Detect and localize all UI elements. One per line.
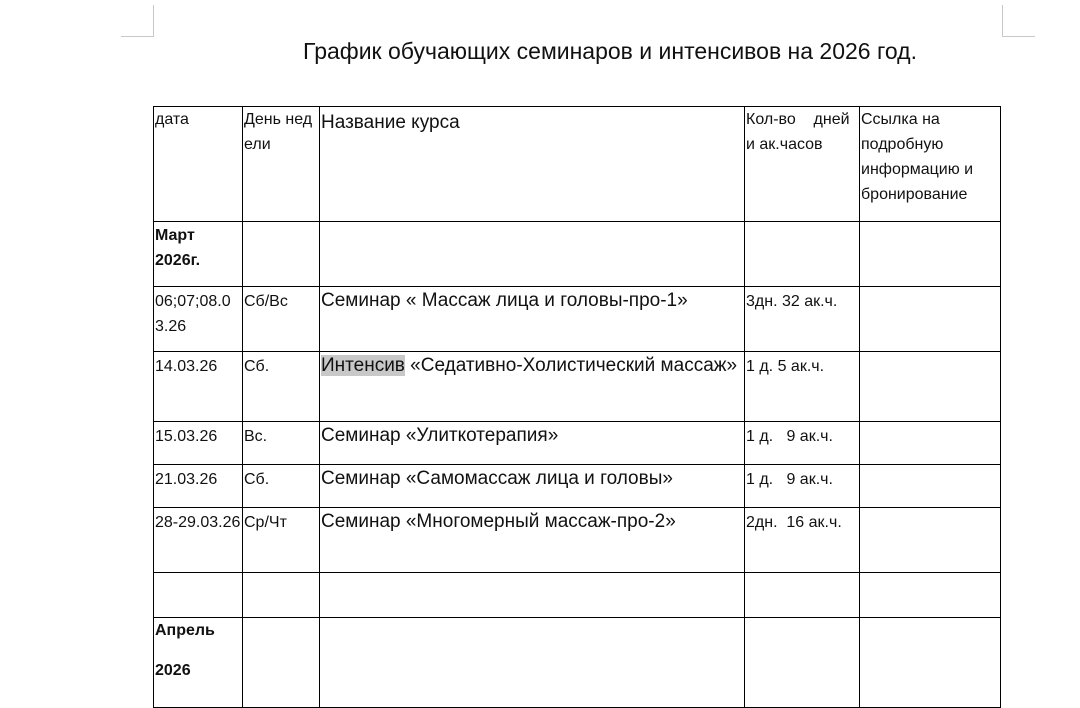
month-year: 2026г. [155,252,201,269]
cell-link[interactable] [860,287,1001,352]
header-duration: Кол-во дней и ак.часов [745,107,860,222]
course-text: «Седативно-Холистический массаж» [404,355,738,376]
header-weekday: День недели [243,107,320,222]
page-corner-marker-right [1002,5,1035,37]
page-corner-marker-left [121,5,154,37]
table-row [154,465,1001,508]
cell-date: 15.03.26 [154,422,243,465]
cell-link[interactable] [860,422,1001,465]
month-year: 2026 [155,662,191,679]
cell-weekday: Сб/Вс [243,287,320,352]
cell-duration: 1 д. 9 ак.ч. [745,465,860,508]
header-link: Ссылка на подробную информацию и бронирование [860,107,1001,222]
month-row-april [154,618,1001,708]
highlighted-text: Интенсив [321,355,405,376]
cell-link[interactable] [860,465,1001,508]
cell-course: Семинар « Массаж лица и головы-про-1» [320,287,745,352]
table-row [154,287,1001,352]
cell-weekday: Ср/Чт [243,508,320,573]
cell-date: 14.03.26 [154,352,243,422]
cell-course: Семинар «Улиткотерапия» [320,422,745,465]
cell-date: 06;07;08.03.26 [154,287,243,352]
cell-course [320,352,745,422]
cell-duration: 3дн. 32 ак.ч. [745,287,860,352]
month-name: Апрель [155,622,215,639]
cell-weekday: Сб. [243,465,320,508]
table-row [154,508,1001,573]
document-title: График обучающих семинаров и интенсивов на 2026 год. [303,38,917,64]
month-name: Март [155,227,195,244]
table-row [154,422,1001,465]
table-header-row [154,107,1001,222]
cell-link[interactable] [860,352,1001,422]
cell-duration: 1 д. 9 ак.ч. [745,422,860,465]
cell-link[interactable] [860,508,1001,573]
cell-course: Семинар «Многомерный массаж-про-2» [320,508,745,573]
empty-row [154,573,1001,618]
cell-course: Семинар «Самомассаж лица и головы» [320,465,745,508]
month-label-april [154,618,243,708]
header-course: Название курса [320,107,745,222]
month-label-march [154,222,243,287]
header-date: дата [154,107,243,222]
month-row-march [154,222,1001,287]
table-row [154,352,1001,422]
cell-date: 28-29.03.26 [154,508,243,573]
cell-duration: 2дн. 16 ак.ч. [745,508,860,573]
cell-duration: 1 д. 5 ак.ч. [745,352,860,422]
schedule-table [153,106,1001,708]
cell-date: 21.03.26 [154,465,243,508]
cell-weekday: Сб. [243,352,320,422]
cell-weekday: Вс. [243,422,320,465]
